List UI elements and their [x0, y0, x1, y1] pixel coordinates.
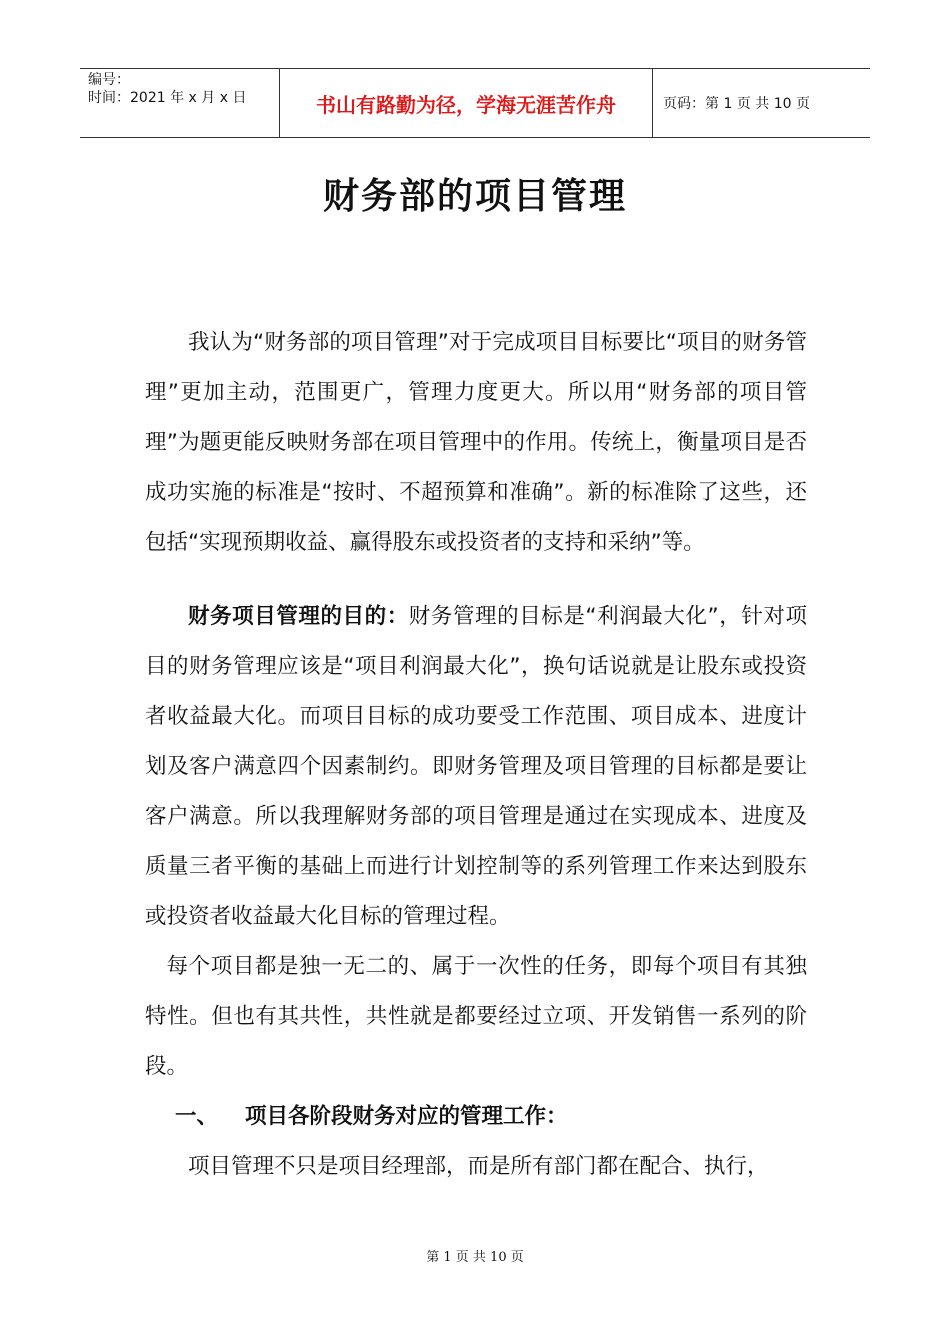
paragraph-intro: 我认为“财务部的项目管理”对于完成项目目标要比“项目的财务管理”更加主动，范围更广，管理力度更大。所以用“财务部的项目管理”为题更能反映财务部在项目管理中的作用。传统上，衡量项目是否成功实施的标准是“按时、不超预算和准确”。新的标准除了这些，还包括“实现预期收益、赢得股东或投资者的支持和采纳”等。: [145, 330, 807, 555]
page-title: 财务部的项目管理: [322, 176, 627, 217]
section-title: 项目各阶段财务对应的管理工作：: [245, 1104, 568, 1129]
section-heading: [145, 1092, 807, 1142]
header-motto: 书山有路勤为径，学海无涯苦作舟: [280, 69, 653, 137]
time-label: 时间：2021 年 x 月 x 日: [88, 90, 247, 106]
header-page-info: 页码：第 1 页 共 10 页: [663, 96, 810, 112]
document-body: [145, 318, 807, 1192]
section-number: 一、: [175, 1104, 219, 1129]
paragraph-purpose: [145, 592, 807, 942]
purpose-text: 财务管理的目标是“利润最大化”，针对项目的财务管理应该是“项目利润最大化”，换句话说就是让股东或投资者收益最大化。而项目目标的成功要受工作范围、项目成本、进度计划及客户满意四个因素制约。即财务管理及项目管理的目标都是要让客户满意。所以我理解财务部的项目管理是通过在实现成本、进度及质量三者平衡的基础上而进行计划控制等的系列管理工作来达到股东或投资者收益最大化目标的管理过程。: [145, 604, 807, 929]
paragraph-uniqueness: 每个项目都是独一无二的、属于一次性的任务，即每个项目有其独特性。但也有其共性，共性就是都要经过立项、开发销售一系列的阶段。: [145, 954, 807, 1079]
number-label: 编号：: [88, 72, 130, 88]
header-meta: [80, 69, 280, 137]
paragraph-management: 项目管理不只是项目经理部，而是所有部门都在配合、执行，: [188, 1154, 769, 1179]
page-footer: 第 1 页 共 10 页: [426, 1250, 524, 1265]
document-header: [80, 68, 870, 138]
purpose-heading: 财务项目管理的目的：: [188, 604, 409, 629]
